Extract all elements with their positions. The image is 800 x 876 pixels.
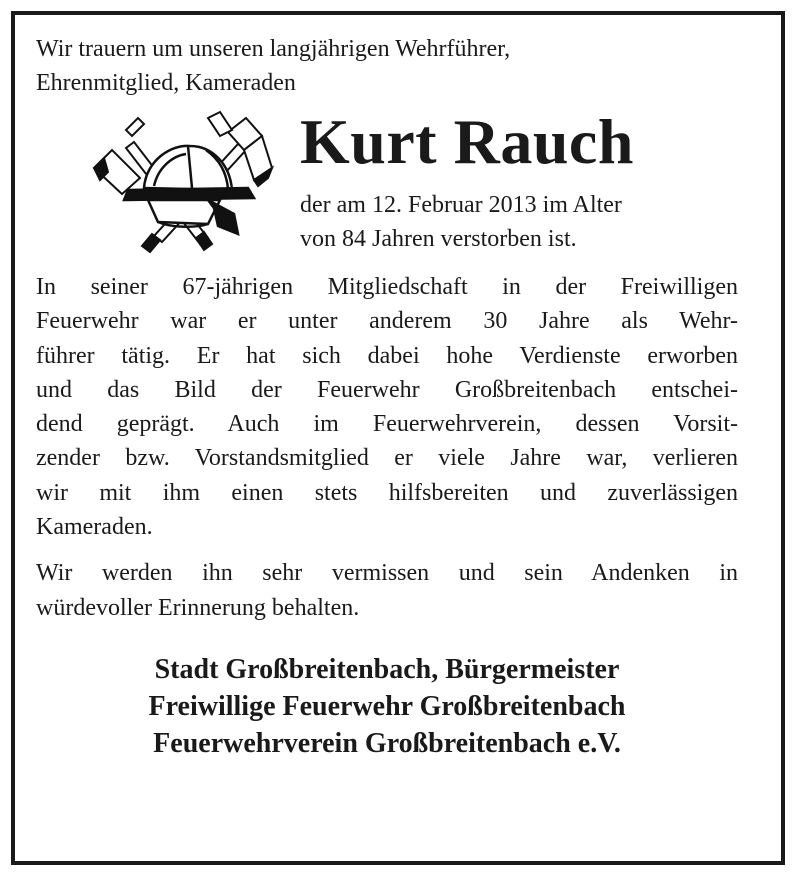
tribute-line: führer tätig. Er hat sich dabei hohe Verdienste erworben: [36, 342, 738, 369]
remembrance-line: Wir werden ihn sehr vermissen und sein Andenken in: [36, 560, 738, 587]
signatures-block: [36, 651, 738, 762]
remembrance-paragraph: [36, 556, 738, 625]
tribute-line: Feuerwehr war er unter anderem 30 Jahre als Wehr-: [36, 308, 738, 335]
intro-line-1: Wir trauern um unseren langjährigen Wehrführer,: [36, 36, 511, 62]
intro-text: [36, 32, 738, 100]
death-line-1: der am 12. Februar 2013 im Alter: [300, 192, 622, 218]
signature-city: Stadt Großbreitenbach, Bürgermeister: [154, 653, 620, 685]
remembrance-line: würdevoller Erinnerung behalten.: [36, 594, 360, 621]
obituary-content: [36, 32, 738, 762]
tribute-line: Kameraden.: [36, 514, 153, 541]
death-notice: [300, 188, 730, 256]
signature-fire-association: Feuerwehrverein Großbreitenbach e.V.: [153, 727, 621, 759]
tribute-line: und das Bild der Feuerwehr Großbreitenbach entschei-: [36, 376, 738, 403]
tribute-line: zender bzw. Vorstandsmitglied er viele Jahre war, verlieren: [36, 445, 738, 472]
intro-line-2: Ehrenmitglied, Kameraden: [36, 70, 296, 96]
firefighter-helmet-axes-icon: [88, 110, 278, 260]
deceased-name: Kurt Rauch: [300, 106, 634, 177]
name-header: [36, 100, 738, 270]
tribute-line: wir mit ihm einen stets hilfsbereiten und zuverlässigen: [36, 479, 738, 506]
tribute-paragraph: [36, 270, 738, 544]
signature-fire-brigade: Freiwillige Feuerwehr Großbreitenbach: [148, 690, 626, 722]
death-line-2: von 84 Jahren verstorben ist.: [300, 226, 577, 252]
tribute-line: dend geprägt. Auch im Feuerwehrverein, dessen Vorsit-: [36, 411, 738, 438]
tribute-line: In seiner 67-jährigen Mitgliedschaft in der Freiwilligen: [36, 274, 738, 300]
